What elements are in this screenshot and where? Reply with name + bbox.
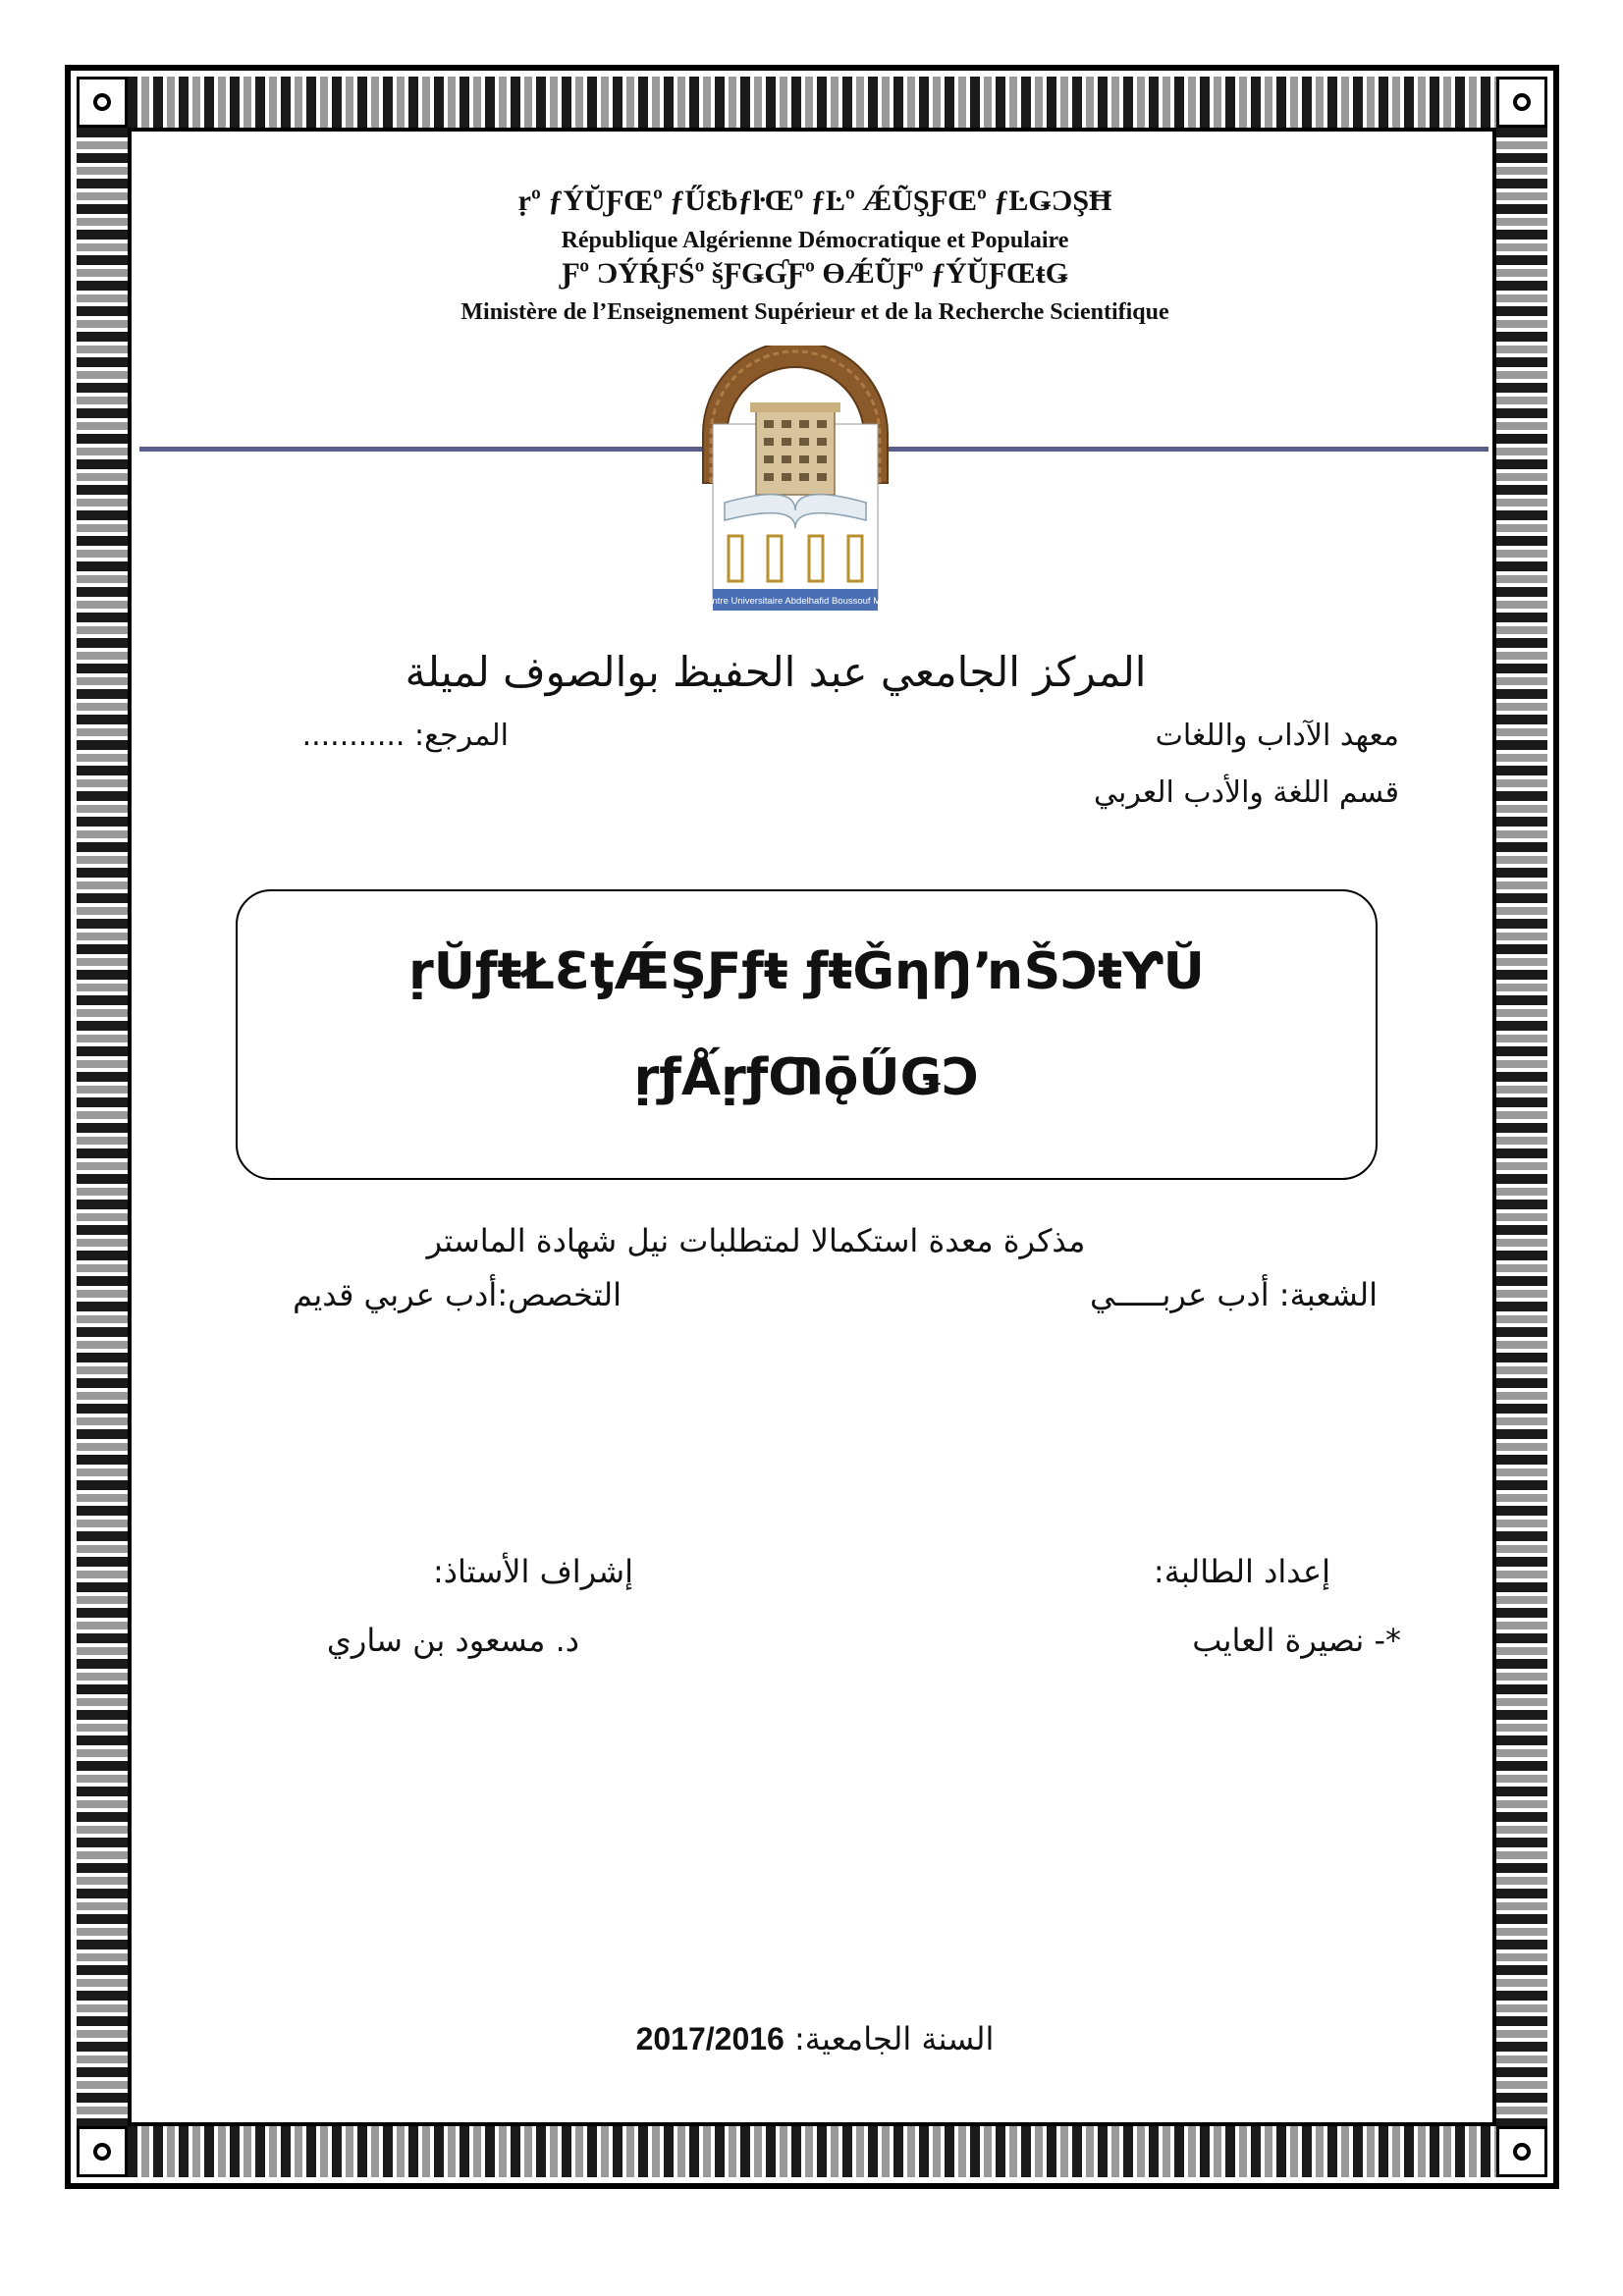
corner-ornament-icon <box>1496 2126 1547 2177</box>
supervision-label: إشراف الأستاذ: <box>433 1553 633 1590</box>
border-band-left <box>77 77 128 2177</box>
header-republic-french: République Algérienne Démocratique et Populaire <box>561 228 1069 253</box>
thesis-title-line-2: ṛƒǺṛƒƢǭŰǤƆ <box>633 1048 980 1107</box>
header-arabic-republic: ṛº ƒÝŬƑŒº ƒŰƐƀƒŀŒº ƒĿº ǼŨŞƑŒº ƒĿǤƆŞĦ <box>517 185 1112 217</box>
academic-year-value: 2017/2016 <box>635 2021 784 2056</box>
header-rule-left <box>139 447 709 452</box>
academic-year-label: السنة الجامعية: <box>794 2020 995 2057</box>
specialty-label: التخصص:أدب عربي قديم <box>293 1276 622 1313</box>
border-band-right <box>1496 77 1547 2177</box>
corner-ornament-icon <box>77 2126 128 2177</box>
thesis-statement: مذكرة معدة استكمالا لمتطلبات نيل شهادة الماستر <box>426 1222 1086 1259</box>
thesis-title-box <box>236 889 1378 1180</box>
corner-ornament-icon <box>1496 77 1547 128</box>
logo-caption: Centre Universitaire Abdelhafid Boussouf Mila <box>700 596 891 607</box>
center-name: المركز الجامعي عبد الحفيظ بوالصوف لميلة <box>405 648 1147 696</box>
university-logo <box>695 346 895 618</box>
header-arabic-ministry: Ƒº ƆÝŔƑŚº šƑǤƓƑº ƟǼŨƑº ƒÝŬƑŒŧǤ <box>561 257 1069 290</box>
reference-number: المرجع: ........... <box>301 719 509 753</box>
border-band-top <box>77 77 1547 128</box>
thesis-title-line-1: ṛŬƒŧŁƐƫǼŞƑƒŧ ƒŧǦƞŊŉŠƆŧƳŬ <box>408 942 1205 1001</box>
student-name: *- نصيرة العايب <box>1192 1622 1401 1659</box>
branch-label: الشعبة: أدب عربـــــي <box>1089 1276 1378 1313</box>
corner-ornament-icon <box>77 77 128 128</box>
supervisor-name: د. مسعود بن ساري <box>326 1622 579 1659</box>
header-ministry-french: Ministère de l’Enseignement Supérieur et de la Recherche Scientifique <box>460 299 1169 325</box>
prepared-by-label: إعداد الطالبة: <box>1153 1553 1330 1590</box>
header-rule-right <box>884 447 1488 452</box>
department-name: قسم اللغة والأدب العربي <box>1093 775 1399 810</box>
academic-year <box>471 2020 1159 2057</box>
border-band-bottom <box>77 2126 1547 2177</box>
institute-name: معهد الآداب واللغات <box>1155 719 1399 753</box>
